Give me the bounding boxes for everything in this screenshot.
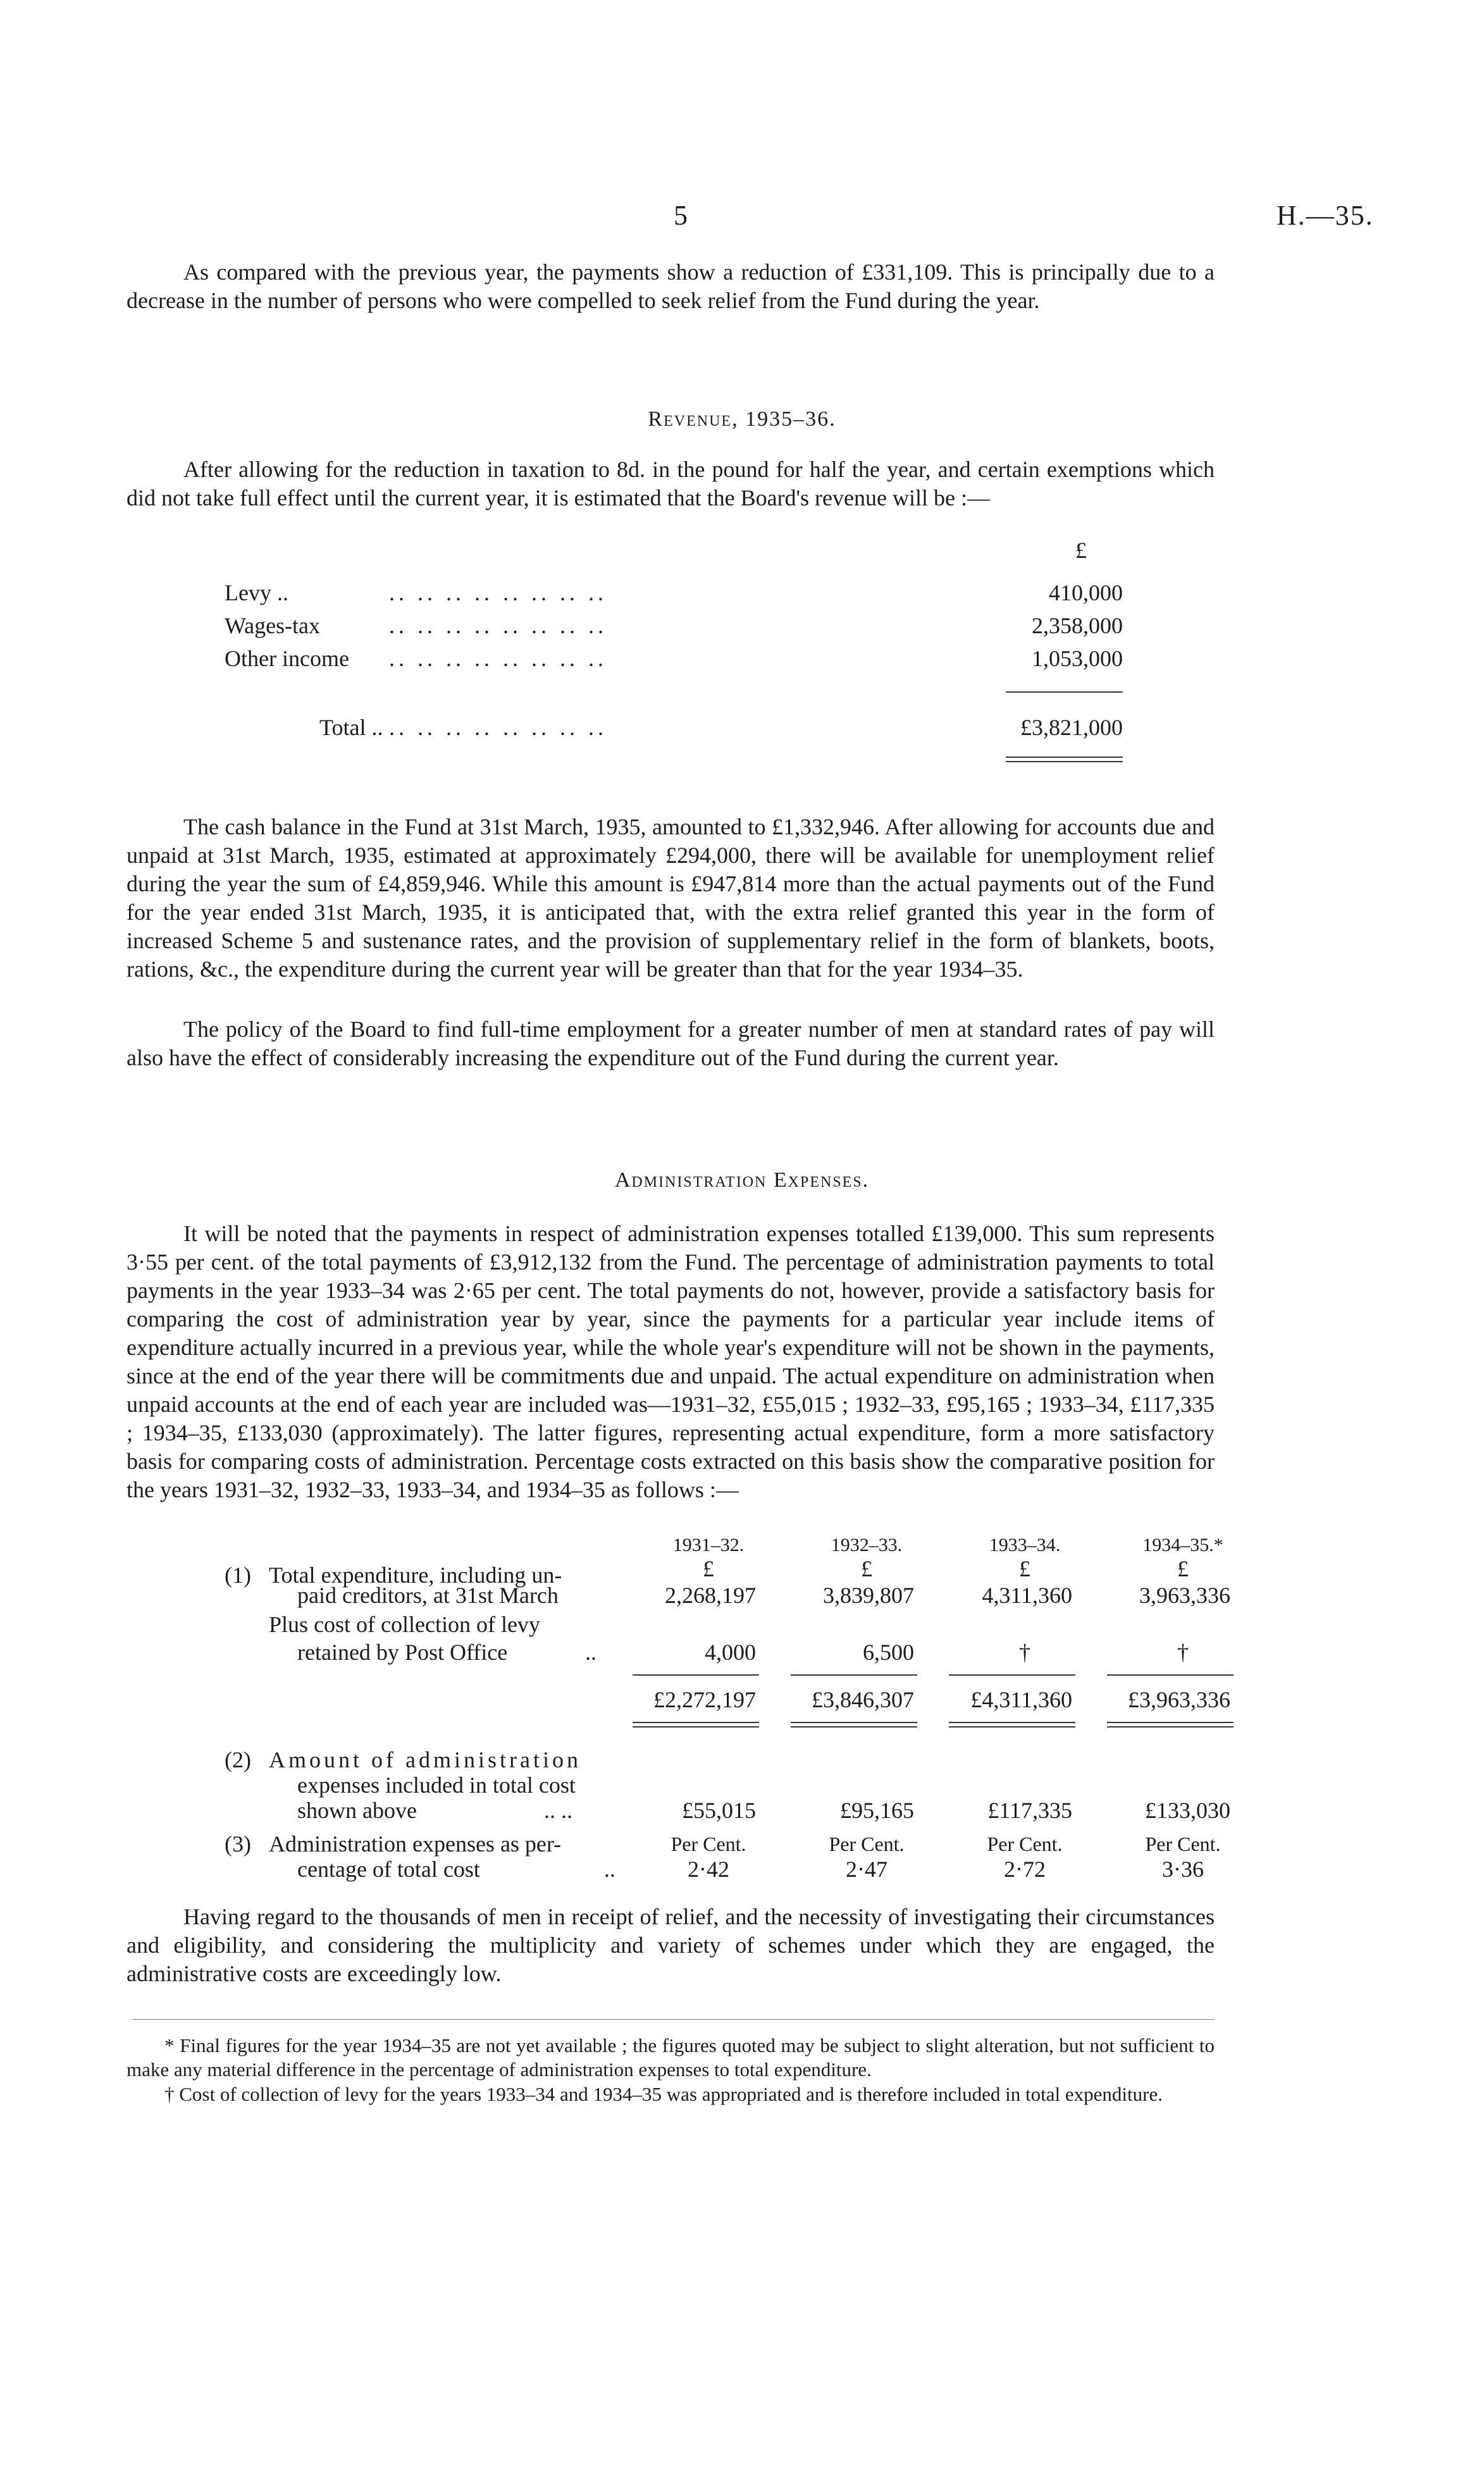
table-cell: 6,500 — [863, 1640, 914, 1665]
table-cell: £117,335 — [987, 1798, 1072, 1823]
revenue-total-row — [225, 714, 1123, 744]
revenue-row-value: 1,053,000 — [1032, 646, 1123, 671]
total-double-rule — [1107, 1722, 1234, 1723]
total-cell: £2,272,197 — [653, 1687, 756, 1712]
revenue-row — [225, 579, 1123, 609]
leader-dots: .. .. — [544, 1798, 572, 1823]
column-header: 1934–35.* — [1142, 1535, 1223, 1555]
table-cell: 2,268,197 — [665, 1583, 756, 1608]
closing-paragraph: Having regard to the thousands of men in receipt of relief, and the necessity of investigating their circumstances and eligibility, and considering the multiplicity and variety of schemes under which they are engaged, the administrative costs are exceedingly low. — [127, 1904, 1215, 1986]
item-number: (3) — [225, 1831, 251, 1857]
unit-label: Per Cent. — [671, 1833, 746, 1855]
revenue-total-label: Total .. — [319, 715, 383, 740]
leader-dots: .. — [604, 1857, 615, 1882]
item-text-line: retained by Post Office — [297, 1640, 508, 1665]
item-number: (2) — [225, 1747, 251, 1772]
page-number: 5 — [674, 200, 688, 231]
item-text-line: shown above — [297, 1798, 417, 1823]
total-double-rule — [949, 1726, 1075, 1728]
table-cell: £55,015 — [682, 1798, 756, 1823]
currency-symbol: £ — [1019, 1556, 1030, 1581]
table-cell: † — [1019, 1640, 1030, 1665]
total-double-rule — [633, 1726, 759, 1728]
unit-label: Per Cent. — [829, 1833, 905, 1855]
table-cell: † — [1177, 1640, 1189, 1665]
revenue-row-label: Other income — [225, 646, 349, 671]
table-cell: £133,030 — [1145, 1798, 1230, 1823]
subtotal-rule — [1107, 1674, 1234, 1676]
total-double-rule — [1107, 1726, 1234, 1728]
item-number: (1) — [225, 1562, 251, 1588]
admin-heading: Administration Expenses. — [614, 1168, 870, 1192]
column-header: 1933–34. — [989, 1535, 1061, 1555]
currency-symbol: £ — [703, 1556, 714, 1581]
admin-paragraph: It will be noted that the payments in respect of administration expenses totalled £139,000. This sum represents 3·55 per cent. of the total payments of £3,912,132 from the Fund. The percentage of administration payments to total payments in the year 1933–34 was 2·65 per cent. The total payments do not, however, provide a satisfactory basis for comparing the cost of administration year by year, since the payments for a particular year include items of expenditure actually incurred in a previous year, while the whole year's expenditure will not be shown in the payments, since at the end of the year there will be commitments due and unpaid. The actual expenditure on administration when unpaid accounts at the end of each year are included was—1931–32, £55,015 ; 1932–33, £95,165 ; 1933–34, £117,335 ; 1934–35, £133,030 (approximately). The latter figures, representing actual expenditure, form a more satisfactory basis for comparing costs of administration. Percentage costs extracted on this basis show the comparative position for the years 1931–32, 1932–33, 1933–34, and 1934–35 as follows :— — [127, 1221, 1215, 1502]
subtotal-rule — [791, 1674, 917, 1676]
revenue-row-label: Levy .. — [225, 580, 288, 605]
unit-label: Per Cent. — [987, 1833, 1063, 1855]
policy-paragraph: The policy of the Board to find full-time employment for a greater number of men at standard rates of pay will also have the effect of considerably increasing the expenditure out of the Fund during the current year. — [127, 1017, 1215, 1070]
table-cell: 4,311,360 — [982, 1583, 1072, 1608]
footnote-dagger: † Cost of collection of levy for the years 1933–34 and 1934–35 was appropriated and is therefore included in total expenditure. — [164, 2083, 1163, 2105]
total-double-rule — [633, 1722, 759, 1723]
table-cell: £95,165 — [840, 1798, 914, 1823]
total-double-rule-top — [1006, 757, 1123, 758]
revenue-row-value: 410,000 — [1049, 580, 1123, 605]
total-cell: £4,311,360 — [970, 1687, 1072, 1712]
leader-dots: .. .. .. .. .. .. .. .. — [389, 613, 607, 638]
revenue-currency-symbol: £ — [1075, 538, 1087, 563]
total-double-rule — [949, 1722, 1075, 1723]
item-text-line: Administration expenses as per- — [269, 1831, 562, 1857]
document-code: H.—35. — [1277, 200, 1374, 231]
table-cell: 2·42 — [688, 1857, 729, 1882]
subtotal-rule — [633, 1674, 759, 1676]
revenue-row-label: Wages-tax — [225, 613, 321, 638]
revenue-row — [225, 612, 1123, 642]
item-text-line: paid creditors, at 31st March — [297, 1583, 559, 1608]
table-cell: 3,963,336 — [1139, 1583, 1230, 1608]
currency-symbol: £ — [1177, 1556, 1189, 1581]
leader-dots: .. — [585, 1640, 597, 1665]
revenue-heading: Revenue, 1935–36. — [648, 407, 836, 431]
leader-dots: .. .. .. .. .. .. .. .. — [389, 715, 607, 740]
total-cell: £3,963,336 — [1128, 1687, 1230, 1712]
table-cell: 3·36 — [1162, 1857, 1204, 1882]
cash-balance-paragraph: The cash balance in the Fund at 31st March, 1935, amounted to £1,332,946. After allowing for accounts due and unpaid at 31st March, 1935, estimated at approximately £294,000, there will be available for unemployment relief during the year the sum of £4,859,946. While this amount is £947,814 more than the actual payments out of the Fund for the year ended 31st March, 1935, it is anticipated that, with the extra relief granted this year in the form of increased Scheme 5 and sustenance rates, and the provision of supplementary relief in the form of blankets, boots, rations, &c., the expenditure during the current year will be greater than that for the year 1934–35. — [127, 814, 1215, 982]
table-cell: 2·72 — [1004, 1857, 1046, 1882]
total-double-rule-bottom — [1006, 761, 1123, 762]
subtotal-rule — [949, 1674, 1075, 1676]
item-text-line: centage of total cost — [297, 1857, 480, 1882]
footnote-star: * Final figures for the year 1934–35 are not yet available ; the figures quoted may be subject to slight alteration, but not sufficient to make any material difference in the percentage of administration expenses to total expenditure. — [127, 2034, 1215, 2080]
revenue-paragraph: After allowing for the reduction in taxation to 8d. in the pound for half the year, and certain exemptions which did not take full effect until the current year, it is estimated that the Board's revenue will be :— — [127, 457, 1215, 510]
table-cell: 4,000 — [705, 1640, 756, 1665]
total-double-rule — [791, 1726, 917, 1728]
item-text-line: Plus cost of collection of levy — [269, 1612, 540, 1637]
revenue-row — [225, 645, 1123, 675]
subtotal-rule — [1006, 691, 1123, 693]
leader-dots: .. .. .. .. .. .. .. .. — [389, 580, 607, 605]
intro-paragraph: As compared with the previous year, the payments show a reduction of £331,109. This is principally due to a decrease in the number of persons who were compelled to seek relief from the Fund during the year. — [127, 259, 1215, 313]
footnote-separator — [133, 2019, 1215, 2020]
total-cell: £3,846,307 — [812, 1687, 914, 1712]
unit-label: Per Cent. — [1145, 1833, 1221, 1855]
column-header: 1931–32. — [672, 1535, 745, 1555]
currency-symbol: £ — [861, 1556, 872, 1581]
leader-dots: .. .. .. .. .. .. .. .. — [389, 646, 607, 671]
item-text-line: Total expenditure, including un- — [269, 1562, 562, 1588]
item-text-line: Amount of administration — [269, 1747, 581, 1772]
table-cell: 2·47 — [846, 1857, 887, 1882]
column-header: 1932–33. — [831, 1535, 903, 1555]
revenue-total-value: £3,821,000 — [1020, 715, 1123, 740]
table-cell: 3,839,807 — [823, 1583, 914, 1608]
revenue-row-value: 2,358,000 — [1032, 613, 1123, 638]
total-double-rule — [791, 1722, 917, 1723]
item-text-line: expenses included in total cost — [297, 1772, 576, 1798]
